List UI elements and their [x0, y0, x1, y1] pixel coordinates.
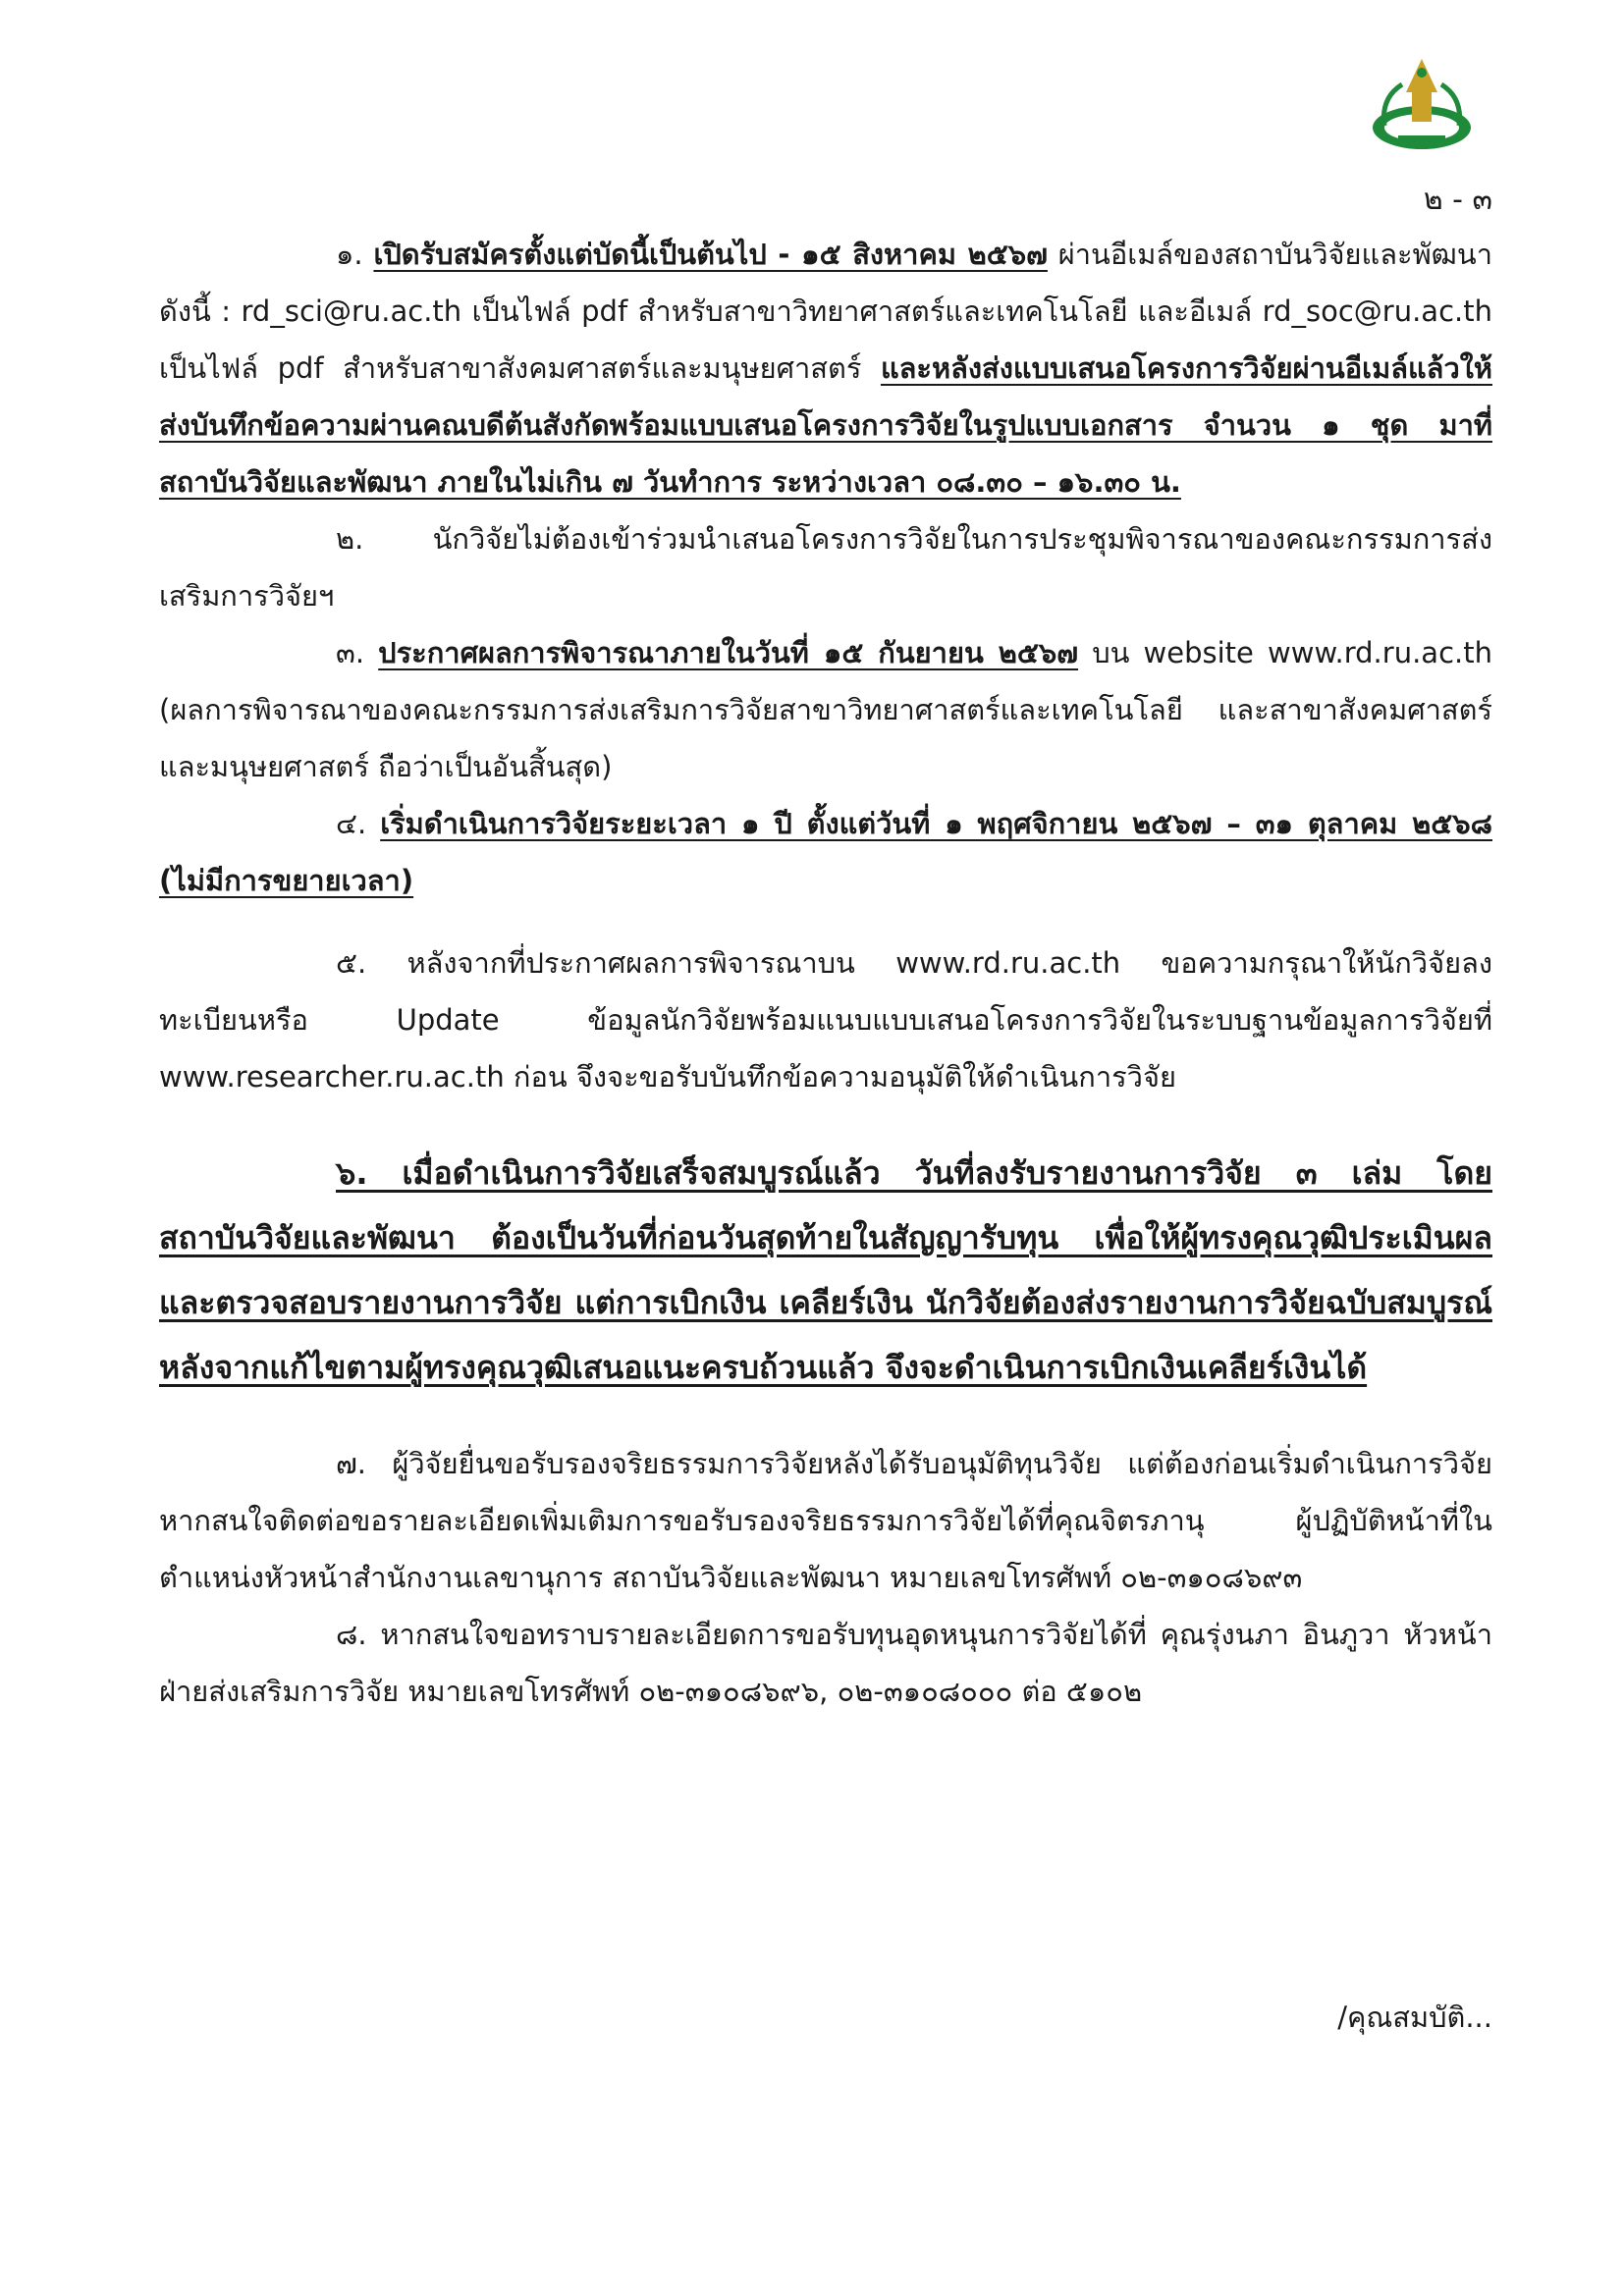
highlighted-text: และหลังส่งแบบเสนอโครงการวิจัยผ่านอีเมล์แล้วให้ส่งบันทึกข้อความผ่านคณบดีต้นสังกัดพร้อมแบบเสนอโครงการวิจัยในรูปแบบเอกสาร จำนวน ๑ ชุด มาที่สถาบันวิจัยและพัฒนา ภายในไม่เกิน ๗ วันทำการ ระหว่างเวลา ๐๘.๓๐ – ๑๖.๓๐ น.	[159, 351, 1492, 499]
body-text: ๗. ผู้วิจัยยื่นขอรับรองจริยธรรมการวิจัยหลังได้รับอนุมัติทุนวิจัย แต่ต้องก่อนเริ่มดำเนินการวิจัย หากสนใจติดต่อขอรายละเอียดเพิ่มเติมการขอรับรองจริยธรรมการวิจัยได้ที่คุณจิตรภานุ ผู้ปฏิบัติหน้าที่ในตำแหน่งหัวหน้าสำนักงานเลขานุการ สถาบันวิจัยและพัฒนา หมายเลขโทรศัพท์ ๐๒-๓๑๐๘๖๙๓	[159, 1447, 1492, 1594]
body-text: ผ่านอีเมล์ของสถาบันวิจัยและพัฒนาดังนี้ : rd_sci@ru.ac.th เป็นไฟล์ pdf สำหรับสาขาวิทยาศาสตร์และเทคโนโลยี และอีเมล์ rd_soc@ru.ac.th เป็นไฟล์ pdf สำหรับสาขาสังคมศาสตร์และมนุษยศาสตร์	[159, 238, 1492, 385]
page-number: ๒ - ๓	[1423, 183, 1492, 217]
paragraph-4-research-period	[159, 795, 1492, 909]
body-text: ๓.	[336, 636, 379, 669]
body-text: บน website www.rd.ru.ac.th (ผลการพิจารณาของคณะกรรมการส่งเสริมการวิจัยสาขาวิทยาศาสตร์และเทคโนโลยี และสาขาสังคมศาสตร์และมนุษยศาสตร์ ถือว่าเป็นอันสิ้นสุด)	[159, 636, 1492, 783]
body-text: ๒. นักวิจัยไม่ต้องเข้าร่วมนำเสนอโครงการวิจัยในการประชุมพิจารณาของคณะกรรมการส่งเสริมการวิจัยฯ	[159, 522, 1492, 613]
body-text: ๑.	[336, 238, 374, 271]
paragraph-7-ethics	[159, 1435, 1492, 1606]
highlighted-text: ๖. เมื่อดำเนินการวิจัยเสร็จสมบูรณ์แล้ว วันที่ลงรับรายงานการวิจัย ๓ เล่ม โดยสถาบันวิจัยและพัฒนา ต้องเป็นวันที่ก่อนวันสุดท้ายในสัญญารับทุน เพื่อให้ผู้ทรงคุณวุฒิประเมินผลและตรวจสอบรายงานการวิจัย แต่การเบิกเงิน เคลียร์เงิน นักวิจัยต้องส่งรายงานการวิจัยฉบับสมบูรณ์หลังจากแก้ไขตามผู้ทรงคุณวุฒิเสนอแนะครบถ้วนแล้ว จึงจะดำเนินการเบิกเงินเคลียร์เงินได้	[159, 1154, 1492, 1386]
body-text: ๕. หลังจากที่ประกาศผลการพิจารณาบน www.rd.ru.ac.th ขอความกรุณาให้นักวิจัยลงทะเบียนหรือ Update ข้อมูลนักวิจัยพร้อมแนบแบบเสนอโครงการวิจัยในระบบฐานข้อมูลการวิจัยที่ www.researcher.ru.ac.th ก่อน จึงจะขอรับบันทึกข้อความอนุมัติให้ดำเนินการวิจัย	[159, 946, 1492, 1094]
paragraph-5-registration	[159, 934, 1492, 1105]
body-text: ๔.	[336, 807, 381, 840]
paragraph-3-announcement	[159, 624, 1492, 795]
highlighted-text: เปิดรับสมัครตั้งแต่บัดนี้เป็นต้นไป - ๑๕ สิงหาคม ๒๕๖๗	[373, 238, 1048, 271]
paragraph-2-no-presentation	[159, 510, 1492, 624]
paragraph-8-contact	[159, 1606, 1492, 1720]
paragraph-6-report-submission	[159, 1141, 1492, 1400]
highlighted-text: ประกาศผลการพิจารณาภายในวันที่ ๑๕ กันยายน ๒๕๖๗	[378, 636, 1079, 669]
document-body	[159, 226, 1492, 1720]
paragraph-1-application-period	[159, 226, 1492, 510]
university-logo-icon	[1363, 49, 1481, 157]
highlighted-text: เริ่มดำเนินการวิจัยระยะเวลา ๑ ปี ตั้งแต่วันที่ ๑ พฤศจิกายน ๒๕๖๗ – ๓๑ ตุลาคม ๒๕๖๘ (ไม่มีการขยายเวลา)	[159, 807, 1492, 897]
continuation-marker: /คุณสมบัติ...	[1337, 2001, 1492, 2034]
body-text: ๘. หากสนใจขอทราบรายละเอียดการขอรับทุนอุดหนุนการวิจัยได้ที่ คุณรุ่งนภา อินภูวา หัวหน้าฝ่ายส่งเสริมการวิจัย หมายเลขโทรศัพท์ ๐๒-๓๑๐๘๖๙๖, ๐๒-๓๑๐๘๐๐๐ ต่อ ๕๑๐๒	[159, 1618, 1492, 1708]
